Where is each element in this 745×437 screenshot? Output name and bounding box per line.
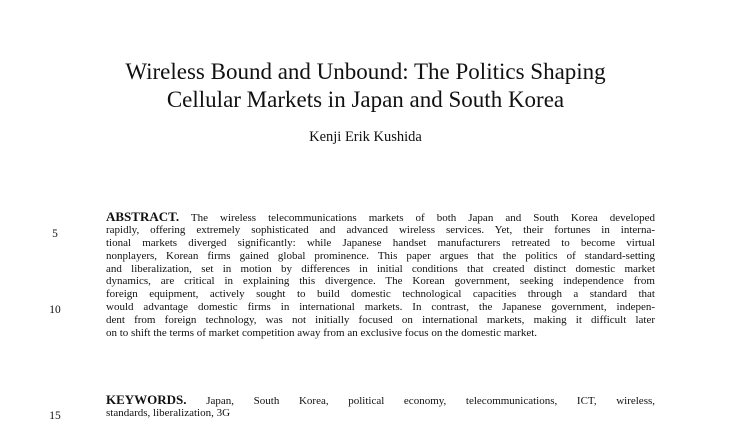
abstract-line: nonplayers, Korean firms gained global prominence. This paper argues that the politics of standard-setting — [106, 249, 655, 262]
abstract-line: would advantage domestic firms in international markets. In contrast, the Japanese government, indepen- — [106, 301, 655, 314]
keywords-line: standards, liberalization, 3G — [106, 406, 231, 419]
title-line-2: Cellular Markets in Japan and South Korea — [166, 87, 565, 112]
abstract-line: on to shift the terms of market competition away from an exclusive focus on the domestic market. — [106, 327, 538, 340]
abstract-line: dent from foreign technology, was not initially focused on international markets, making it difficult later — [106, 314, 655, 327]
abstract-line: foreign equipment, actively sought to build domestic technological capacities through a standard that — [106, 288, 655, 301]
abstract — [106, 211, 655, 340]
keywords-text: Japan, South Korea, political economy, telecommunications, ICT, wireless, — [206, 395, 655, 407]
abstract-text: The wireless telecommunications markets of both Japan and South Korea developed — [190, 212, 655, 224]
abstract-line — [106, 211, 655, 224]
keywords — [106, 394, 655, 420]
abstract-line: rapidly, offering extremely sophisticated and advanced wireless services. Yet, their fortunes in interna- — [106, 223, 655, 236]
paper-title — [0, 58, 731, 114]
keywords-label: KEYWORDS. — [106, 394, 187, 407]
abstract-line: dynamics, are critical in explaining this divergence. The Korean government, seeking independence from — [106, 275, 655, 288]
title-line-1: Wireless Bound and Unbound: The Politics Shaping — [125, 59, 606, 84]
line-number-10: 10 — [49, 304, 61, 316]
abstract-line: tional markets diverged significantly: while Japanese handset manufacturers retreated to become virtual — [106, 236, 655, 249]
abstract-line: and liberalization, set in motion by differences in initial conditions that created distinct domestic market — [106, 262, 655, 275]
author-name: Kenji Erik Kushida — [309, 129, 422, 145]
keywords-line — [106, 394, 655, 407]
line-number-15: 15 — [49, 410, 61, 422]
abstract-label: ABSTRACT. — [106, 211, 180, 224]
line-number-5: 5 — [52, 228, 58, 240]
